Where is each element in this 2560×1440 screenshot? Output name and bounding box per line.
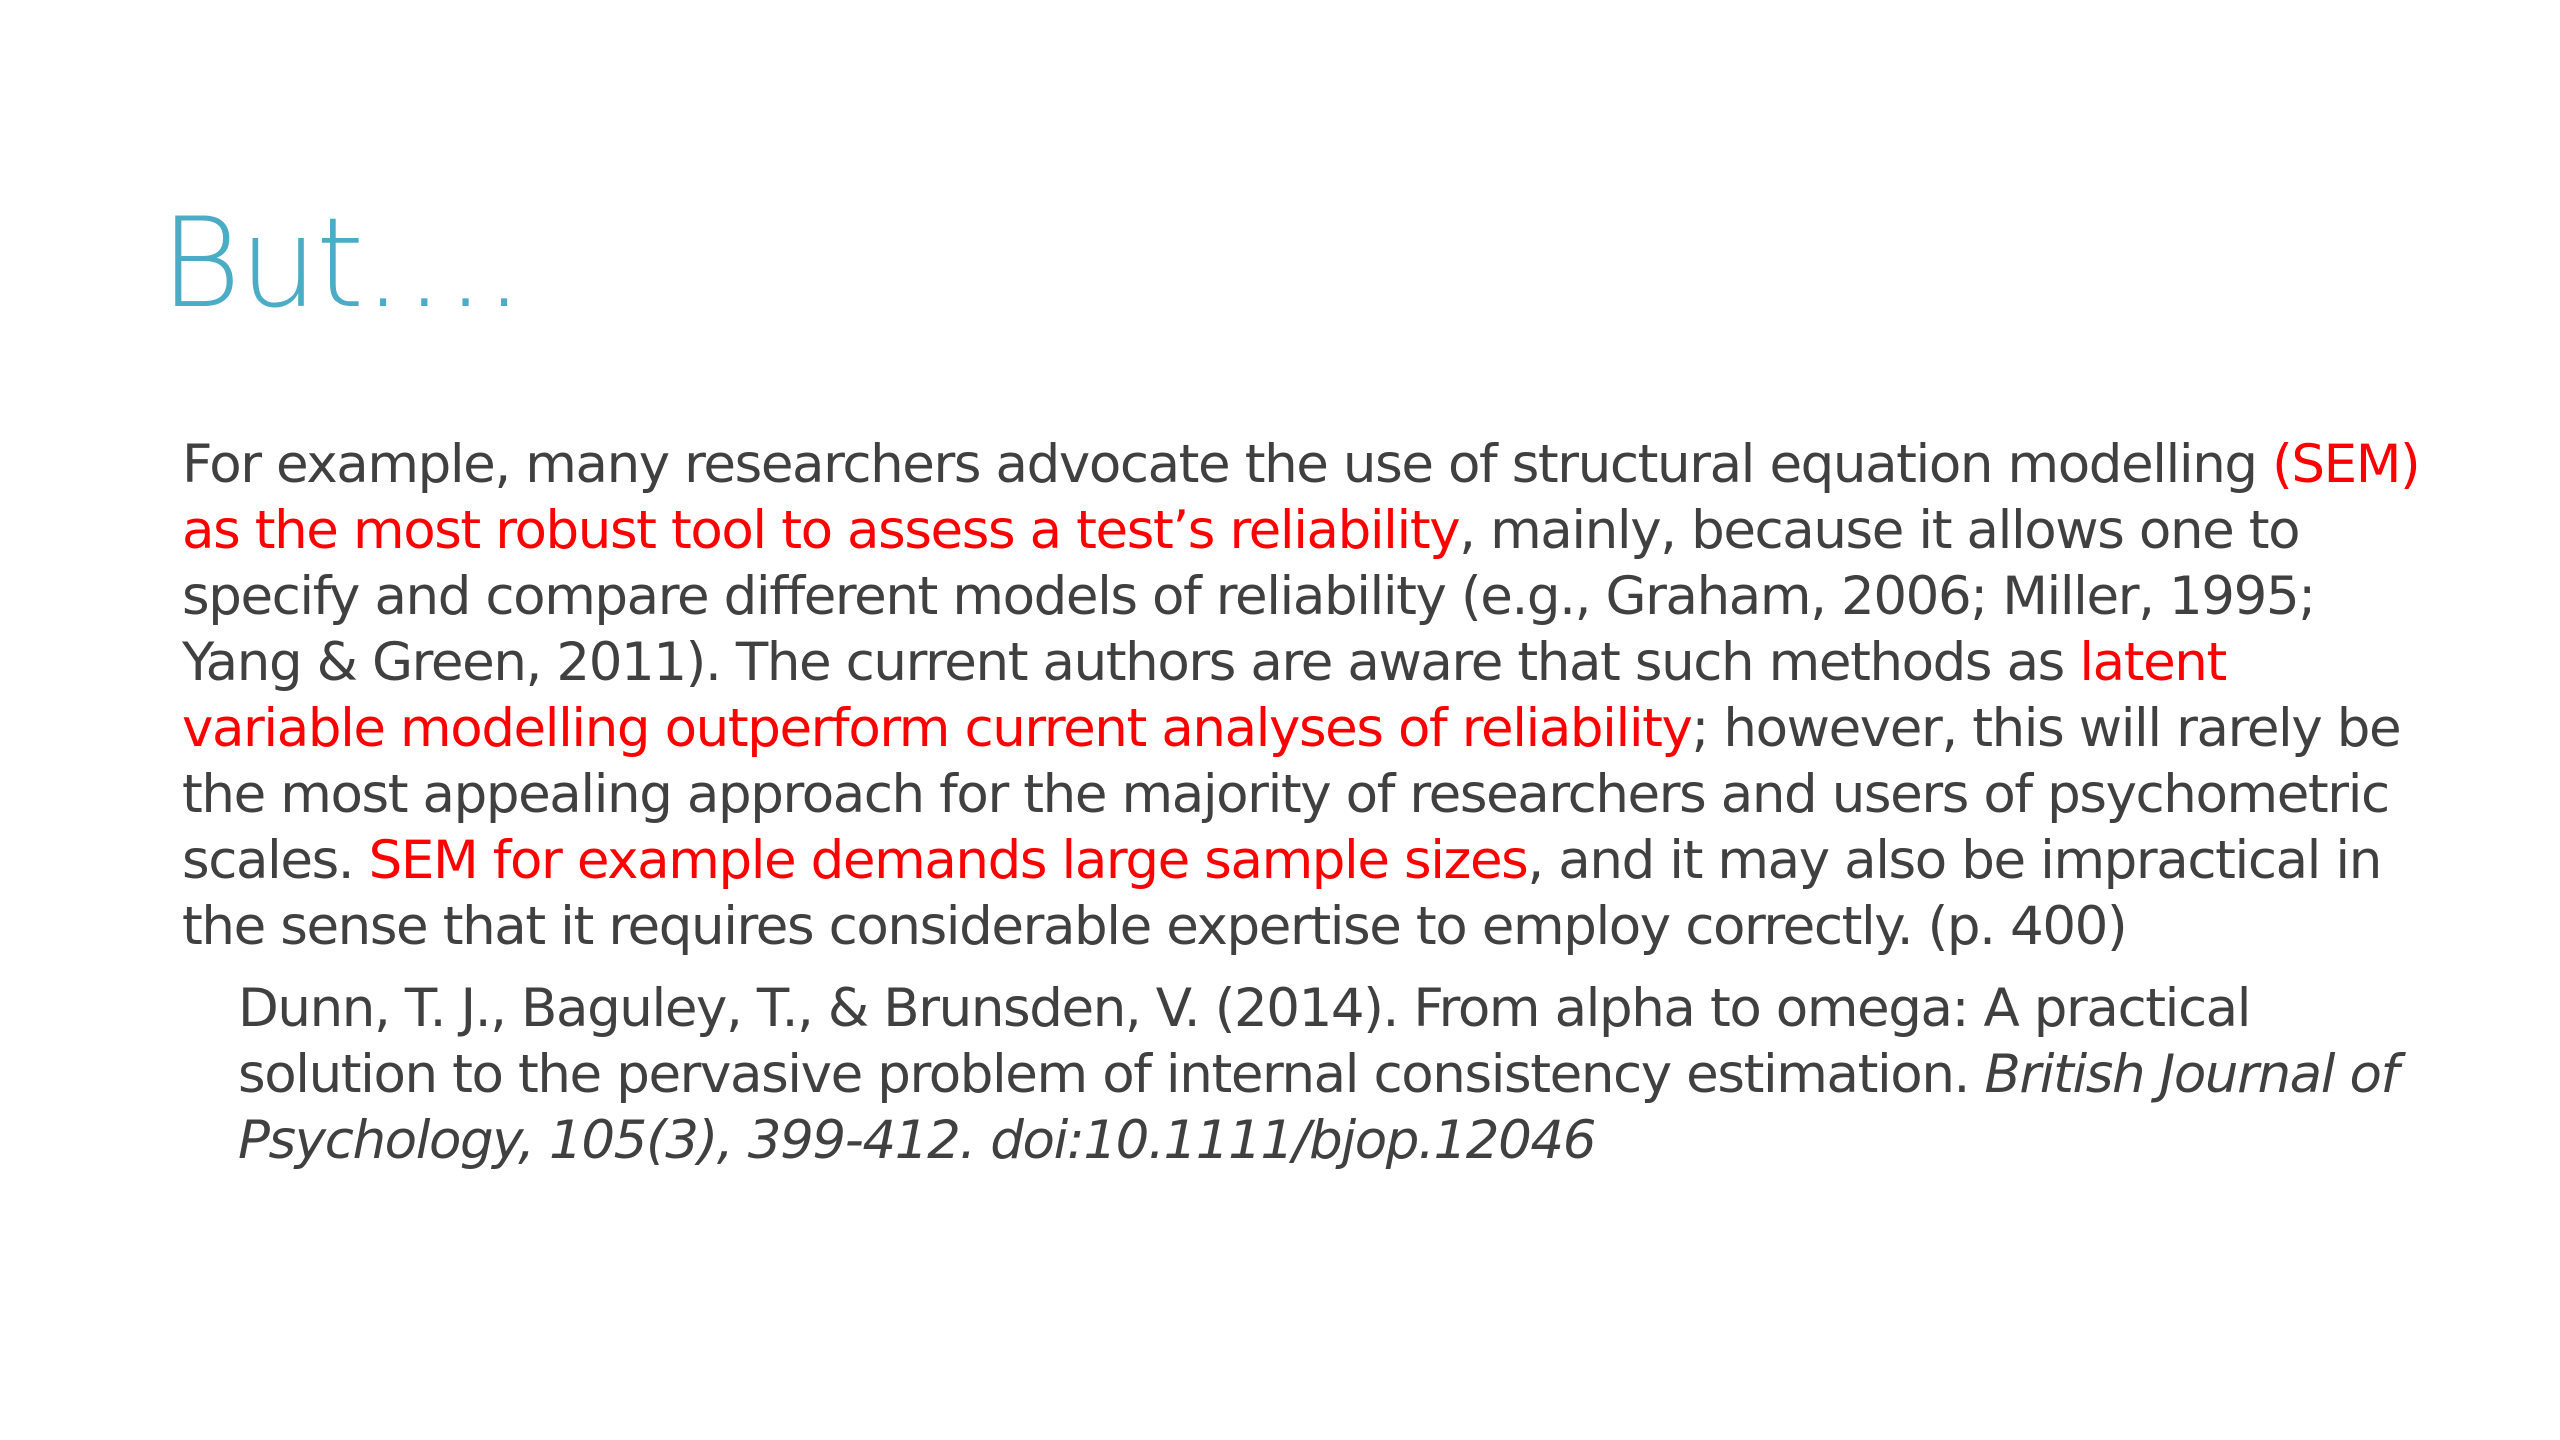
quote-text-1: For example, many researchers advocate the use of structural equation modelling: [182, 434, 2273, 495]
quote-text-4: , and it may also be impractical in the sense that it requires considerable expertise to employ correctly. (p. 400): [182, 830, 2381, 957]
quote-paragraph: [182, 432, 2422, 960]
quote-highlight-1: (SEM) as the most robust tool to assess a test’s reliability: [182, 434, 2420, 561]
quote-highlight-3: SEM for example demands large sample sizes: [368, 830, 1528, 891]
citation-authors-title: Dunn, T. J., Baguley, T., & Brunsden, V. (2014). From alpha to omega: A practical solution to the pervasive problem of internal consistency estimation.: [238, 978, 2251, 1105]
slide-body: [182, 432, 2422, 1174]
quote-text-2: , mainly, because it allows one to specify and compare different models of reliability (e.g., Graham, 2006; Miller, 1995; Yang & Green, 2011). The current authors are aware that such methods as: [182, 500, 2315, 693]
quote-text-3: ; however, this will rarely be the most appealing approach for the majority of researchers and users of psychometric scales.: [182, 698, 2401, 891]
citation: [238, 976, 2422, 1174]
citation-journal: British Journal of Psychology, 105(3), 399-412. doi:10.1111/bjop.12046: [238, 1044, 2398, 1171]
quote-highlight-2: latent variable modelling outperform current analyses of reliability: [182, 632, 2226, 759]
slide-title: But….: [160, 192, 522, 336]
